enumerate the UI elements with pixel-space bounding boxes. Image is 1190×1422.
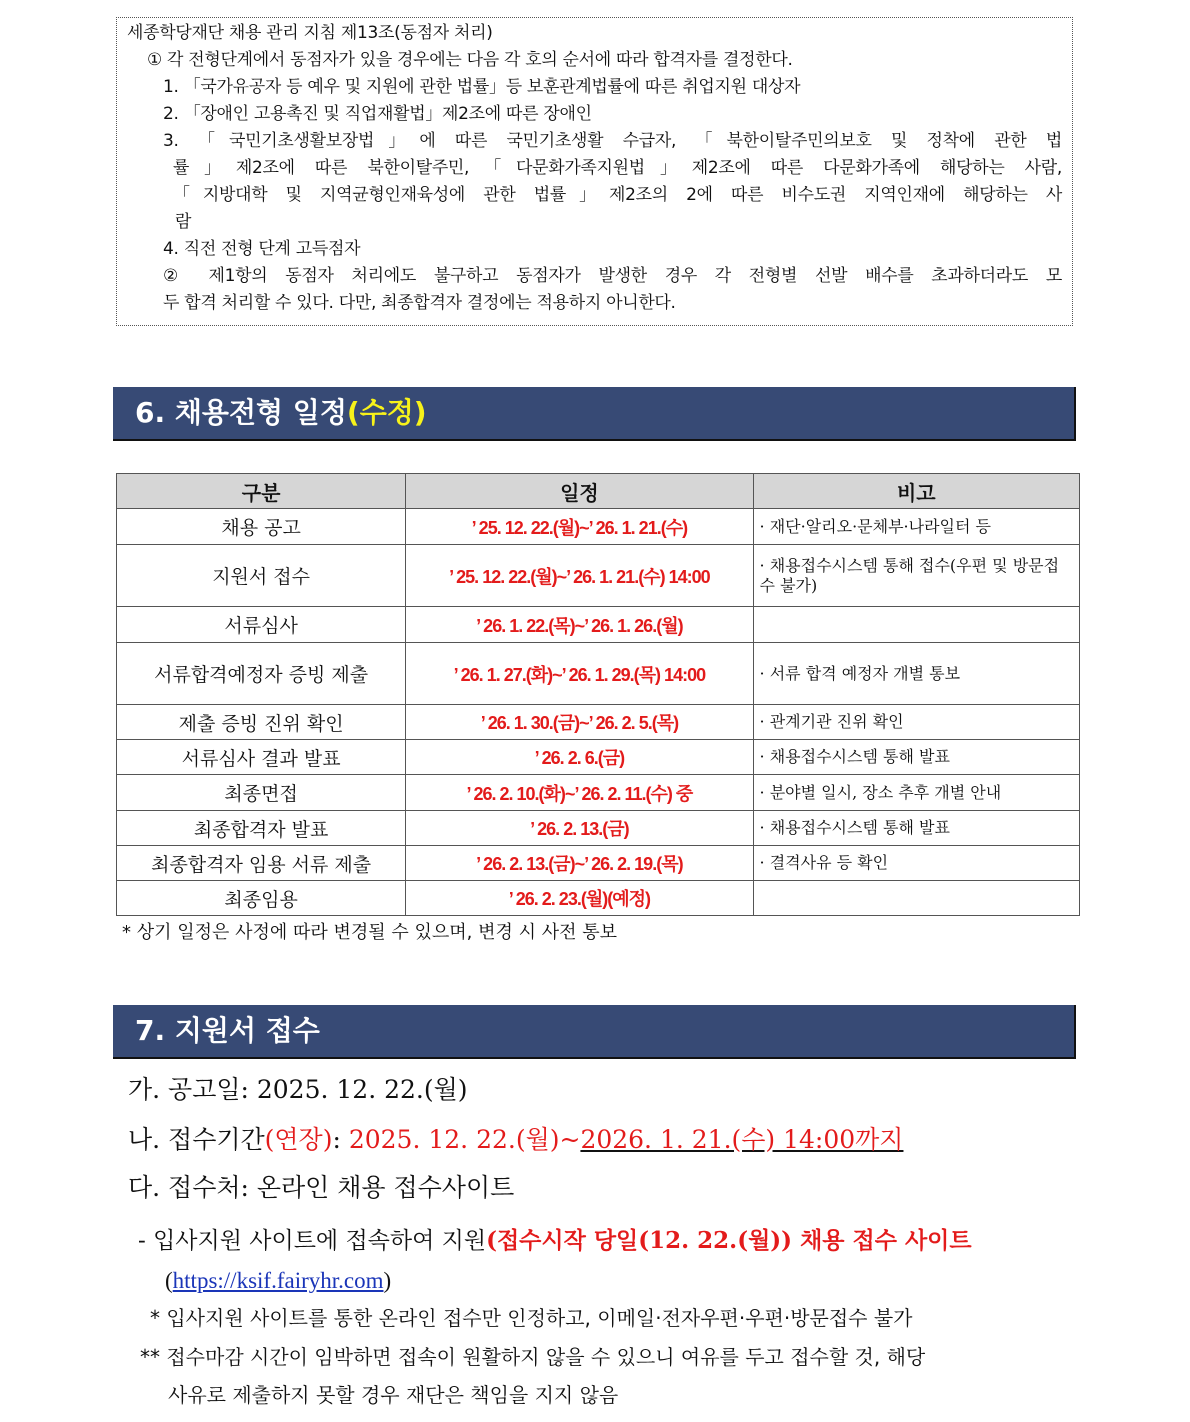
recruit-site-link[interactable]: https://ksif.fairyhr.com [172,1268,384,1293]
table-row [117,775,1080,811]
announce-date: 가. 공고일: 2025. 12. 22.(월) [128,1075,468,1104]
cell-schedule: ’ 26. 2. 13.(금)~’ 26. 2. 19.(목) [406,846,753,881]
cell-category: 최종면접 [117,775,406,811]
col-header-schedule: 일정 [406,474,753,509]
cell-category: 최종합격자 발표 [117,811,406,846]
cell-schedule: ’ 26. 2. 23.(월)(예정) [406,881,753,916]
cell-schedule: ’ 26. 1. 27.(화)~’ 26. 1. 29.(목) 14:00 [406,643,753,705]
cell-category: 제출 증빙 진위 확인 [117,705,406,740]
cell-schedule: ’ 26. 1. 30.(금)~’ 26. 2. 5.(목) [406,705,753,740]
cell-note [753,881,1079,916]
rule-item-4: 4. 직전 전형 단계 고득점자 [163,239,361,259]
cell-schedule: ’ 26. 1. 22.(목)~’ 26. 1. 26.(월) [406,607,753,643]
table-row [117,881,1080,916]
cell-note: · 채용접수시스템 통해 발표 [753,811,1079,846]
period-start: 2025. 12. 22.(월)~ [348,1125,581,1154]
cell-category: 최종합격자 임용 서류 제출 [117,846,406,881]
period-end: 2026. 1. 21.(수) 14:00까지 [580,1125,904,1154]
application-period [128,1120,903,1156]
section-7-header [113,1005,1076,1059]
cell-schedule: ’ 26. 2. 6.(금) [406,740,753,775]
cell-note: · 결격사유 등 확인 [753,846,1079,881]
table-row [117,811,1080,846]
cell-note: · 분야별 일시, 장소 추후 개별 안내 [753,775,1079,811]
cell-category: 최종임용 [117,881,406,916]
cell-schedule: ’ 26. 2. 13.(금) [406,811,753,846]
rule-para1: ① 각 전형단계에서 동점자가 있을 경우에는 다음 각 호의 순서에 따라 합격자를 결정한다. [147,50,793,70]
rule-title: 세종학당재단 채용 관리 지침 제13조(동점자 처리) [127,23,493,43]
paren-close: ) [383,1268,392,1293]
cell-note: · 관계기관 진위 확인 [753,705,1079,740]
application-location: 다. 접수처: 온라인 채용 접수사이트 [128,1173,515,1202]
section-7-title: 7. 지원서 접수 [135,1014,320,1047]
section-6-header [113,387,1076,441]
rule-item-2: 2. 「장애인 고용촉진 및 직업재활법」제2조에 따른 장애인 [163,104,592,124]
cell-category: 서류심사 [117,607,406,643]
note-online-only: * 입사지원 사이트를 통한 온라인 접수만 인정하고, 이메일·전자우편·우편·방문접수 불가 [150,1306,913,1330]
table-row [117,740,1080,775]
cell-note [753,607,1079,643]
table-row [117,643,1080,705]
rule-para2: ② 제1항의 동점자 처리에도 불구하고 동점자가 발생한 경우 각 전형별 선발 배수를 초과하더라도 모 [163,266,1062,286]
table-row [117,846,1080,881]
cell-category: 서류심사 결과 발표 [117,740,406,775]
paren-open: ( [165,1268,173,1293]
colon: : [332,1125,349,1154]
rule-item-3-cont: 률」제2조에 따른 북한이탈주민,「다문화가족지원법」제2조에 따른 다문화가족에 해당하는 사람, [173,158,1062,178]
table-row [117,509,1080,545]
table-row [117,545,1080,607]
table-row [117,705,1080,740]
col-header-note: 비고 [753,474,1079,509]
cell-note: · 채용접수시스템 통해 발표 [753,740,1079,775]
section-6-revised-tag: (수정) [346,396,427,429]
note-deadline-cont: 사유로 제출하지 못할 경우 재단은 책임을 지지 않음 [168,1383,619,1407]
cell-schedule: ’ 25. 12. 22.(월)~’ 26. 1. 21.(수) 14:00 [406,545,753,607]
schedule-footnote: * 상기 일정은 사정에 따라 변경될 수 있으며, 변경 시 사전 통보 [122,922,617,943]
rule-item-3: 3. 「국민기초생활보장법」에 따른 국민기초생활 수급자, 「북한이탈주민의보호 및 정착에 관한 법 [163,131,1062,151]
rule-item-3-cont2: 「지방대학 및 지역균형인재육성에 관한 법률」제2조의 2에 따른 비수도권 지역인재에 해당하는 사 [173,185,1062,205]
cell-note: · 서류 합격 예정자 개별 통보 [753,643,1079,705]
table-header-row [117,474,1080,509]
rule-box [116,17,1073,326]
period-label: 나. 접수기간 [128,1125,265,1154]
cell-category: 서류합격예정자 증빙 제출 [117,643,406,705]
cell-category: 채용 공고 [117,509,406,545]
cell-note: · 채용접수시스템 통해 접수(우편 및 방문접수 불가) [753,545,1079,607]
extended-tag: (연장) [264,1125,333,1154]
url-line [165,1266,391,1296]
apply-instruction [138,1224,1083,1258]
cell-category: 지원서 접수 [117,545,406,607]
rule-para2-cont: 두 합격 처리할 수 있다. 다만, 최종합격자 결정에는 적용하지 아니한다. [163,293,676,313]
note-deadline: ** 접수마감 시간이 임박하면 접속이 원활하지 않을 수 있으니 여유를 두고 접수할 것, 해당 [140,1345,926,1369]
cell-schedule: ’ 26. 2. 10.(화)~’ 26. 2. 11.(수) 중 [406,775,753,811]
table-row [117,607,1080,643]
schedule-table [116,473,1080,916]
col-header-category: 구분 [117,474,406,509]
rule-item-3-cont3: 람 [175,212,192,232]
section-6-title: 6. 채용전형 일정 [135,396,347,429]
apply-red-text: (접수시작 당일(12. 22.(월)) 채용 접수 사이트 [486,1227,972,1254]
rule-item-1: 1. 「국가유공자 등 예우 및 지원에 관한 법률」등 보훈관계법률에 따른 취업지원 대상자 [163,77,801,97]
cell-note: · 재단·알리오·문체부·나라일터 등 [753,509,1079,545]
cell-schedule: ’ 25. 12. 22.(월)~’ 26. 1. 21.(수) [406,509,753,545]
apply-text: - 입사지원 사이트에 접속하여 지원 [138,1228,487,1254]
